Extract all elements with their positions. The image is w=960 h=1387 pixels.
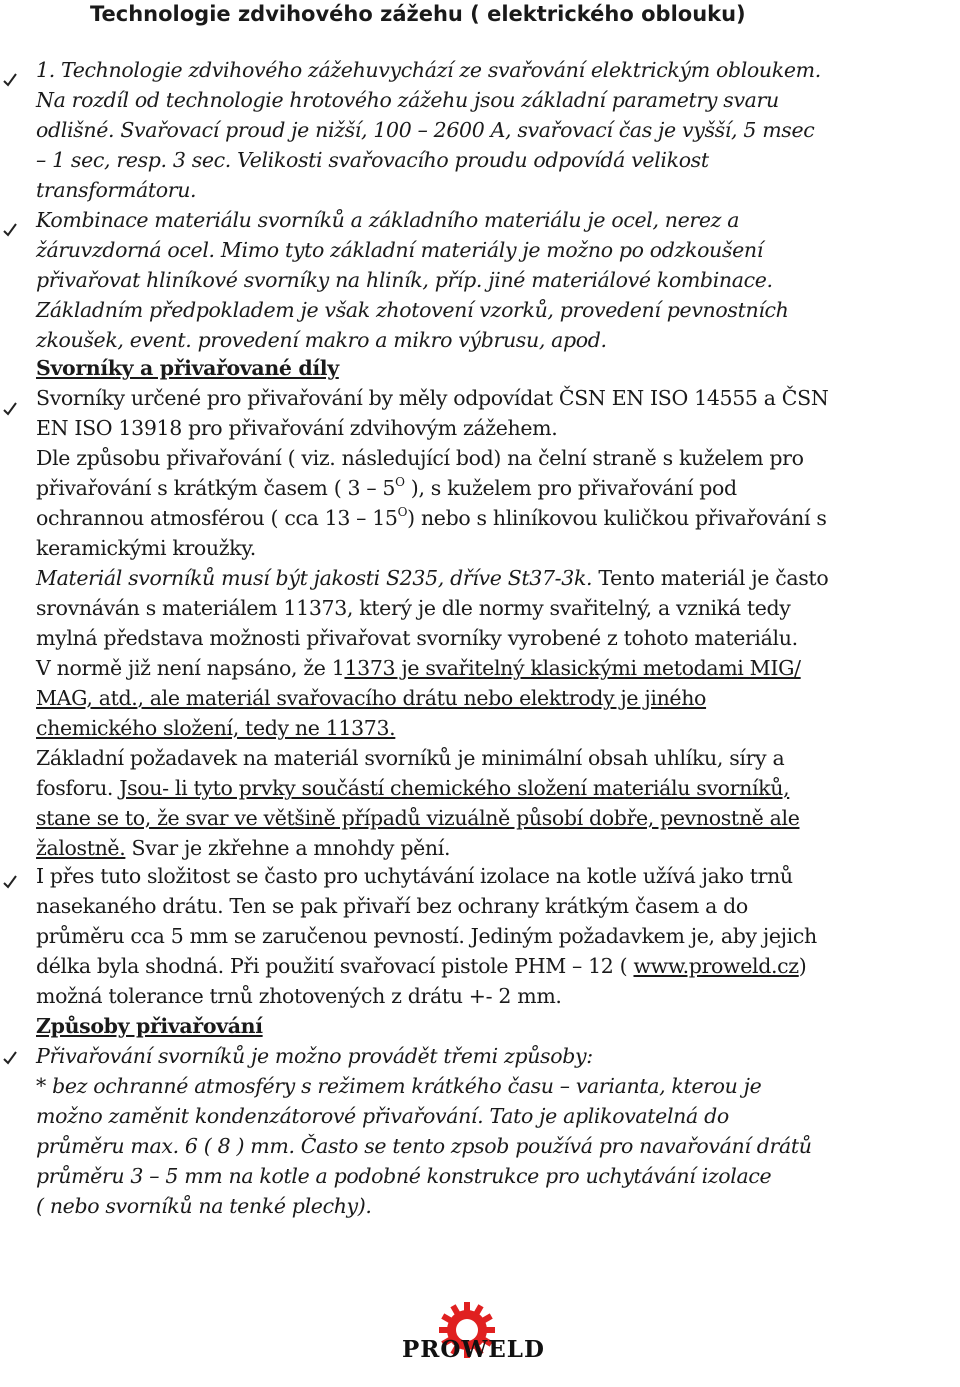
proweld-logo bbox=[372, 1300, 562, 1380]
text-line: možno zaměnit kondenzátorové přivařování. Tato je aplikovatelná do bbox=[36, 1104, 729, 1128]
check-bullet-icon bbox=[3, 222, 23, 242]
text-line: mylná představa možnosti přivařovat svorníky vyrobené z tohoto materiálu. bbox=[36, 626, 798, 650]
text-line: * bez ochranné atmosféry s režimem krátkého času – varianta, kterou je bbox=[36, 1074, 762, 1098]
text-line: Základní požadavek na materiál svorníků je minimální obsah uhlíku, síry a bbox=[36, 746, 785, 770]
text-line: průměru 3 – 5 mm na kotle a podobné konstrukce pro uchytávání izolace bbox=[36, 1164, 772, 1188]
text-line: stane se to, že svar ve většině případů vizuálně působí dobře, pevnostně ale bbox=[36, 806, 800, 830]
text-line: přivařovat hliníkové svorníky na hliník, příp. jiné materiálové kombinace. bbox=[36, 268, 773, 292]
text-line: Svorníky určené pro přivařování by měly odpovídat ČSN EN ISO 14555 a ČSN bbox=[36, 386, 829, 410]
text-line: průměru cca 5 mm se zaručenou pevností. Jediným požadavkem je, aby jejich bbox=[36, 924, 817, 948]
check-bullet-icon bbox=[3, 401, 23, 421]
page-title: Technologie zdvihového zážehu ( elektrického oblouku) bbox=[90, 2, 746, 26]
text-line: chemického složení, tedy ne 11373. bbox=[36, 716, 396, 740]
text-line: Kombinace materiálu svorníků a základního materiálu je ocel, nerez a bbox=[36, 208, 740, 232]
check-bullet-icon bbox=[3, 72, 23, 92]
text-line: EN ISO 13918 pro přivařování zdvihovým zážehem. bbox=[36, 416, 558, 440]
text-line: možná tolerance trnů zhotovených z drátu +- 2 mm. bbox=[36, 984, 562, 1008]
text-line: žalostně. Svar je zkřehne a mnohdy pění. bbox=[36, 836, 451, 860]
text-line: V normě již není napsáno, že 11373 je svařitelný klasickými metodami MIG/ bbox=[36, 656, 801, 680]
text-line: nasekaného drátu. Ten se pak přivaří bez ochrany krátkým časem a do bbox=[36, 894, 748, 918]
text-line: srovnáván s materiálem 11373, který je dle normy svařitelný, a vzniká tedy bbox=[36, 596, 791, 620]
text-line: Materiál svorníků musí být jakosti S235, dříve St37-3k. Tento materiál je často bbox=[36, 566, 829, 590]
section-heading-methods: Způsoby přivařování bbox=[36, 1014, 263, 1038]
text-line: délka byla shodná. Při použití svařovací pistole PHM – 12 ( www.proweld.cz) bbox=[36, 954, 807, 978]
text-line: I přes tuto složitost se často pro uchytávání izolace na kotle užívá jako trnů bbox=[36, 864, 793, 888]
check-bullet-icon bbox=[3, 874, 23, 894]
check-bullet-icon bbox=[3, 1050, 23, 1070]
text-line: ( nebo svorníků na tenké plechy). bbox=[36, 1194, 372, 1218]
text-line: průměru max. 6 ( 8 ) mm. Často se tento zpsob používá pro navařování drátů bbox=[36, 1134, 812, 1158]
section-heading-studs: Svorníky a přivařované díly bbox=[36, 356, 339, 380]
text-line: přivařování s krátkým časem ( $3 - 5^O$ ), s kuželem pro přivařování pod bbox=[36, 475, 737, 500]
text-line: Základním předpokladem je však zhotovení vzorků, provedení pevnostních bbox=[36, 298, 789, 322]
text-line: ochrannou atmosférou ( cca $13 - 15^O$) nebo s hliníkovou kuličkou přivařování s bbox=[36, 505, 827, 530]
logo-text: PROWELD bbox=[402, 1336, 545, 1363]
text-line: keramickými kroužky. bbox=[36, 536, 256, 560]
text-line: odlišné. Svařovací proud je nižší, 100 – 2600 A, svařovací čas je vyšší, 5 msec bbox=[36, 118, 815, 142]
text-line: zkoušek, event. provedení makro a mikro výbrusu, apod. bbox=[36, 328, 607, 352]
text-line: Přivařování svorníků je možno provádět třemi způsoby: bbox=[36, 1044, 593, 1068]
text-line: Na rozdíl od technologie hrotového zážehu jsou základní parametry svaru bbox=[36, 88, 779, 112]
text-line: – 1 sec, resp. 3 sec. Velikosti svařovacího proudu odpovídá velikost bbox=[36, 148, 709, 172]
proweld-link[interactable]: www.proweld.cz bbox=[633, 954, 799, 978]
text-line: Dle způsobu přivařování ( viz. následující bod) na čelní straně s kuželem pro bbox=[36, 446, 804, 470]
text-line: fosforu. Jsou- li tyto prvky součástí chemického složení materiálu svorníků, bbox=[36, 776, 790, 800]
text-line: transformátoru. bbox=[36, 178, 197, 202]
text-line: 1. Technologie zdvihového zážehuvychází ze svařování elektrickým obloukem. bbox=[36, 58, 821, 82]
text-line: MAG, atd., ale materiál svařovacího drátu nebo elektrody je jiného bbox=[36, 686, 707, 710]
text-line: žáruvzdorná ocel. Mimo tyto základní materiály je možno po odzkoušení bbox=[36, 238, 763, 262]
